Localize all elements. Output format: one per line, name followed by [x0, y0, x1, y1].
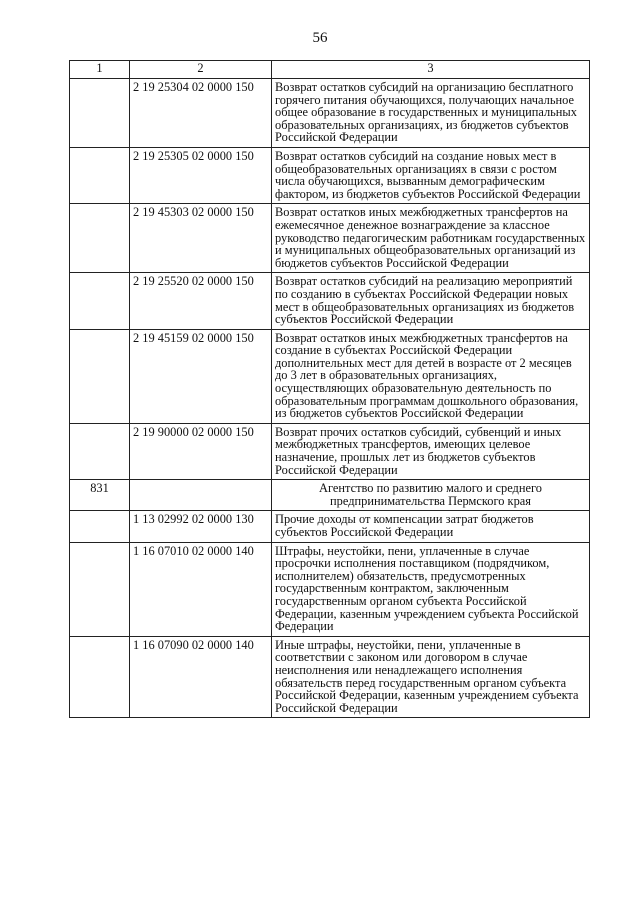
column-header-3: 3	[272, 61, 590, 79]
admin-code-cell	[70, 329, 130, 423]
admin-code-cell	[70, 542, 130, 636]
revenue-name-cell: Прочие доходы от компенсации затрат бюджетов субъектов Российской Федерации	[272, 511, 590, 542]
admin-code-cell: 831	[70, 480, 130, 511]
revenue-name-cell: Возврат остатков субсидий на организацию бесплатного горячего питания обучающихся, получающих начальное общее образование в государственных и муниципальных образовательных организациях, из бюджетов субъектов Российской Федерации	[272, 79, 590, 148]
admin-code-cell	[70, 273, 130, 329]
revenue-name-cell: Возврат остатков иных межбюджетных трансфертов на создание в субъектах Российской Федерации дополнительных мест для детей в возрасте от 2 месяцев до 3 лет в образовательных организациях, осуществляющих образовательную деятельность по образовательным программам дошкольного образования, из бюджетов субъектов Российской Федерации	[272, 329, 590, 423]
table-row	[70, 511, 590, 542]
table-row	[70, 273, 590, 329]
revenue-code-cell: 1 16 07010 02 0000 140	[130, 542, 272, 636]
admin-code-cell	[70, 636, 130, 718]
revenue-name-cell: Возврат остатков иных межбюджетных трансфертов на ежемесячное денежное вознаграждение за классное руководство педагогическим работникам государственных и муниципальных общеобразовательных организаций из бюджетов субъектов Российской Федерации	[272, 204, 590, 273]
revenue-code-cell	[130, 480, 272, 511]
revenue-codes-table	[69, 60, 590, 718]
revenue-code-cell: 1 13 02992 02 0000 130	[130, 511, 272, 542]
column-header-2: 2	[130, 61, 272, 79]
revenue-code-cell: 2 19 45159 02 0000 150	[130, 329, 272, 423]
admin-code-cell	[70, 147, 130, 203]
column-header-1: 1	[70, 61, 130, 79]
page-number: 56	[312, 30, 328, 46]
table-row	[70, 329, 590, 423]
revenue-code-cell: 2 19 25304 02 0000 150	[130, 79, 272, 148]
table-row	[70, 542, 590, 636]
table-row	[70, 636, 590, 718]
revenue-code-cell: 1 16 07090 02 0000 140	[130, 636, 272, 718]
revenue-code-cell: 2 19 25305 02 0000 150	[130, 147, 272, 203]
revenue-code-cell: 2 19 90000 02 0000 150	[130, 423, 272, 479]
table-row	[70, 423, 590, 479]
revenue-name-cell: Возврат прочих остатков субсидий, субвенций и иных межбюджетных трансфертов, имеющих целевое назначение, прошлых лет из бюджетов субъектов Российской Федерации	[272, 423, 590, 479]
table-header-row	[70, 61, 590, 79]
table-row	[70, 79, 590, 148]
admin-code-cell	[70, 79, 130, 148]
section-header-row	[70, 480, 590, 511]
revenue-name-cell: Штрафы, неустойки, пени, уплаченные в случае просрочки исполнения поставщиком (подрядчиком, исполнителем) обязательств, предусмотренных государственным контрактом, заключенным государственным органом субъекта Российской Федерации, казенным учреждением субъекта Российской Федерации	[272, 542, 590, 636]
administrator-name-cell: Агентство по развитию малого и среднего предпринимательства Пермского края	[272, 480, 590, 511]
revenue-code-cell: 2 19 25520 02 0000 150	[130, 273, 272, 329]
revenue-code-cell: 2 19 45303 02 0000 150	[130, 204, 272, 273]
admin-code-cell	[70, 204, 130, 273]
admin-code-cell	[70, 423, 130, 479]
table-row	[70, 147, 590, 203]
revenue-name-cell: Иные штрафы, неустойки, пени, уплаченные в соответствии с законом или договором в случае неисполнения или ненадлежащего исполнения обязательств перед государственным органом субъекта Российской Федерации, казенным учреждением субъекта Российской Федерации	[272, 636, 590, 718]
revenue-name-cell: Возврат остатков субсидий на создание новых мест в общеобразовательных организациях в связи с ростом числа обучающихся, вызванным демографическим фактором, из бюджетов субъектов Российской Федерации	[272, 147, 590, 203]
admin-code-cell	[70, 511, 130, 542]
table-row	[70, 204, 590, 273]
revenue-name-cell: Возврат остатков субсидий на реализацию мероприятий по созданию в субъектах Российской Федерации новых мест в общеобразовательных организациях из бюджетов субъектов Российской Федерации	[272, 273, 590, 329]
